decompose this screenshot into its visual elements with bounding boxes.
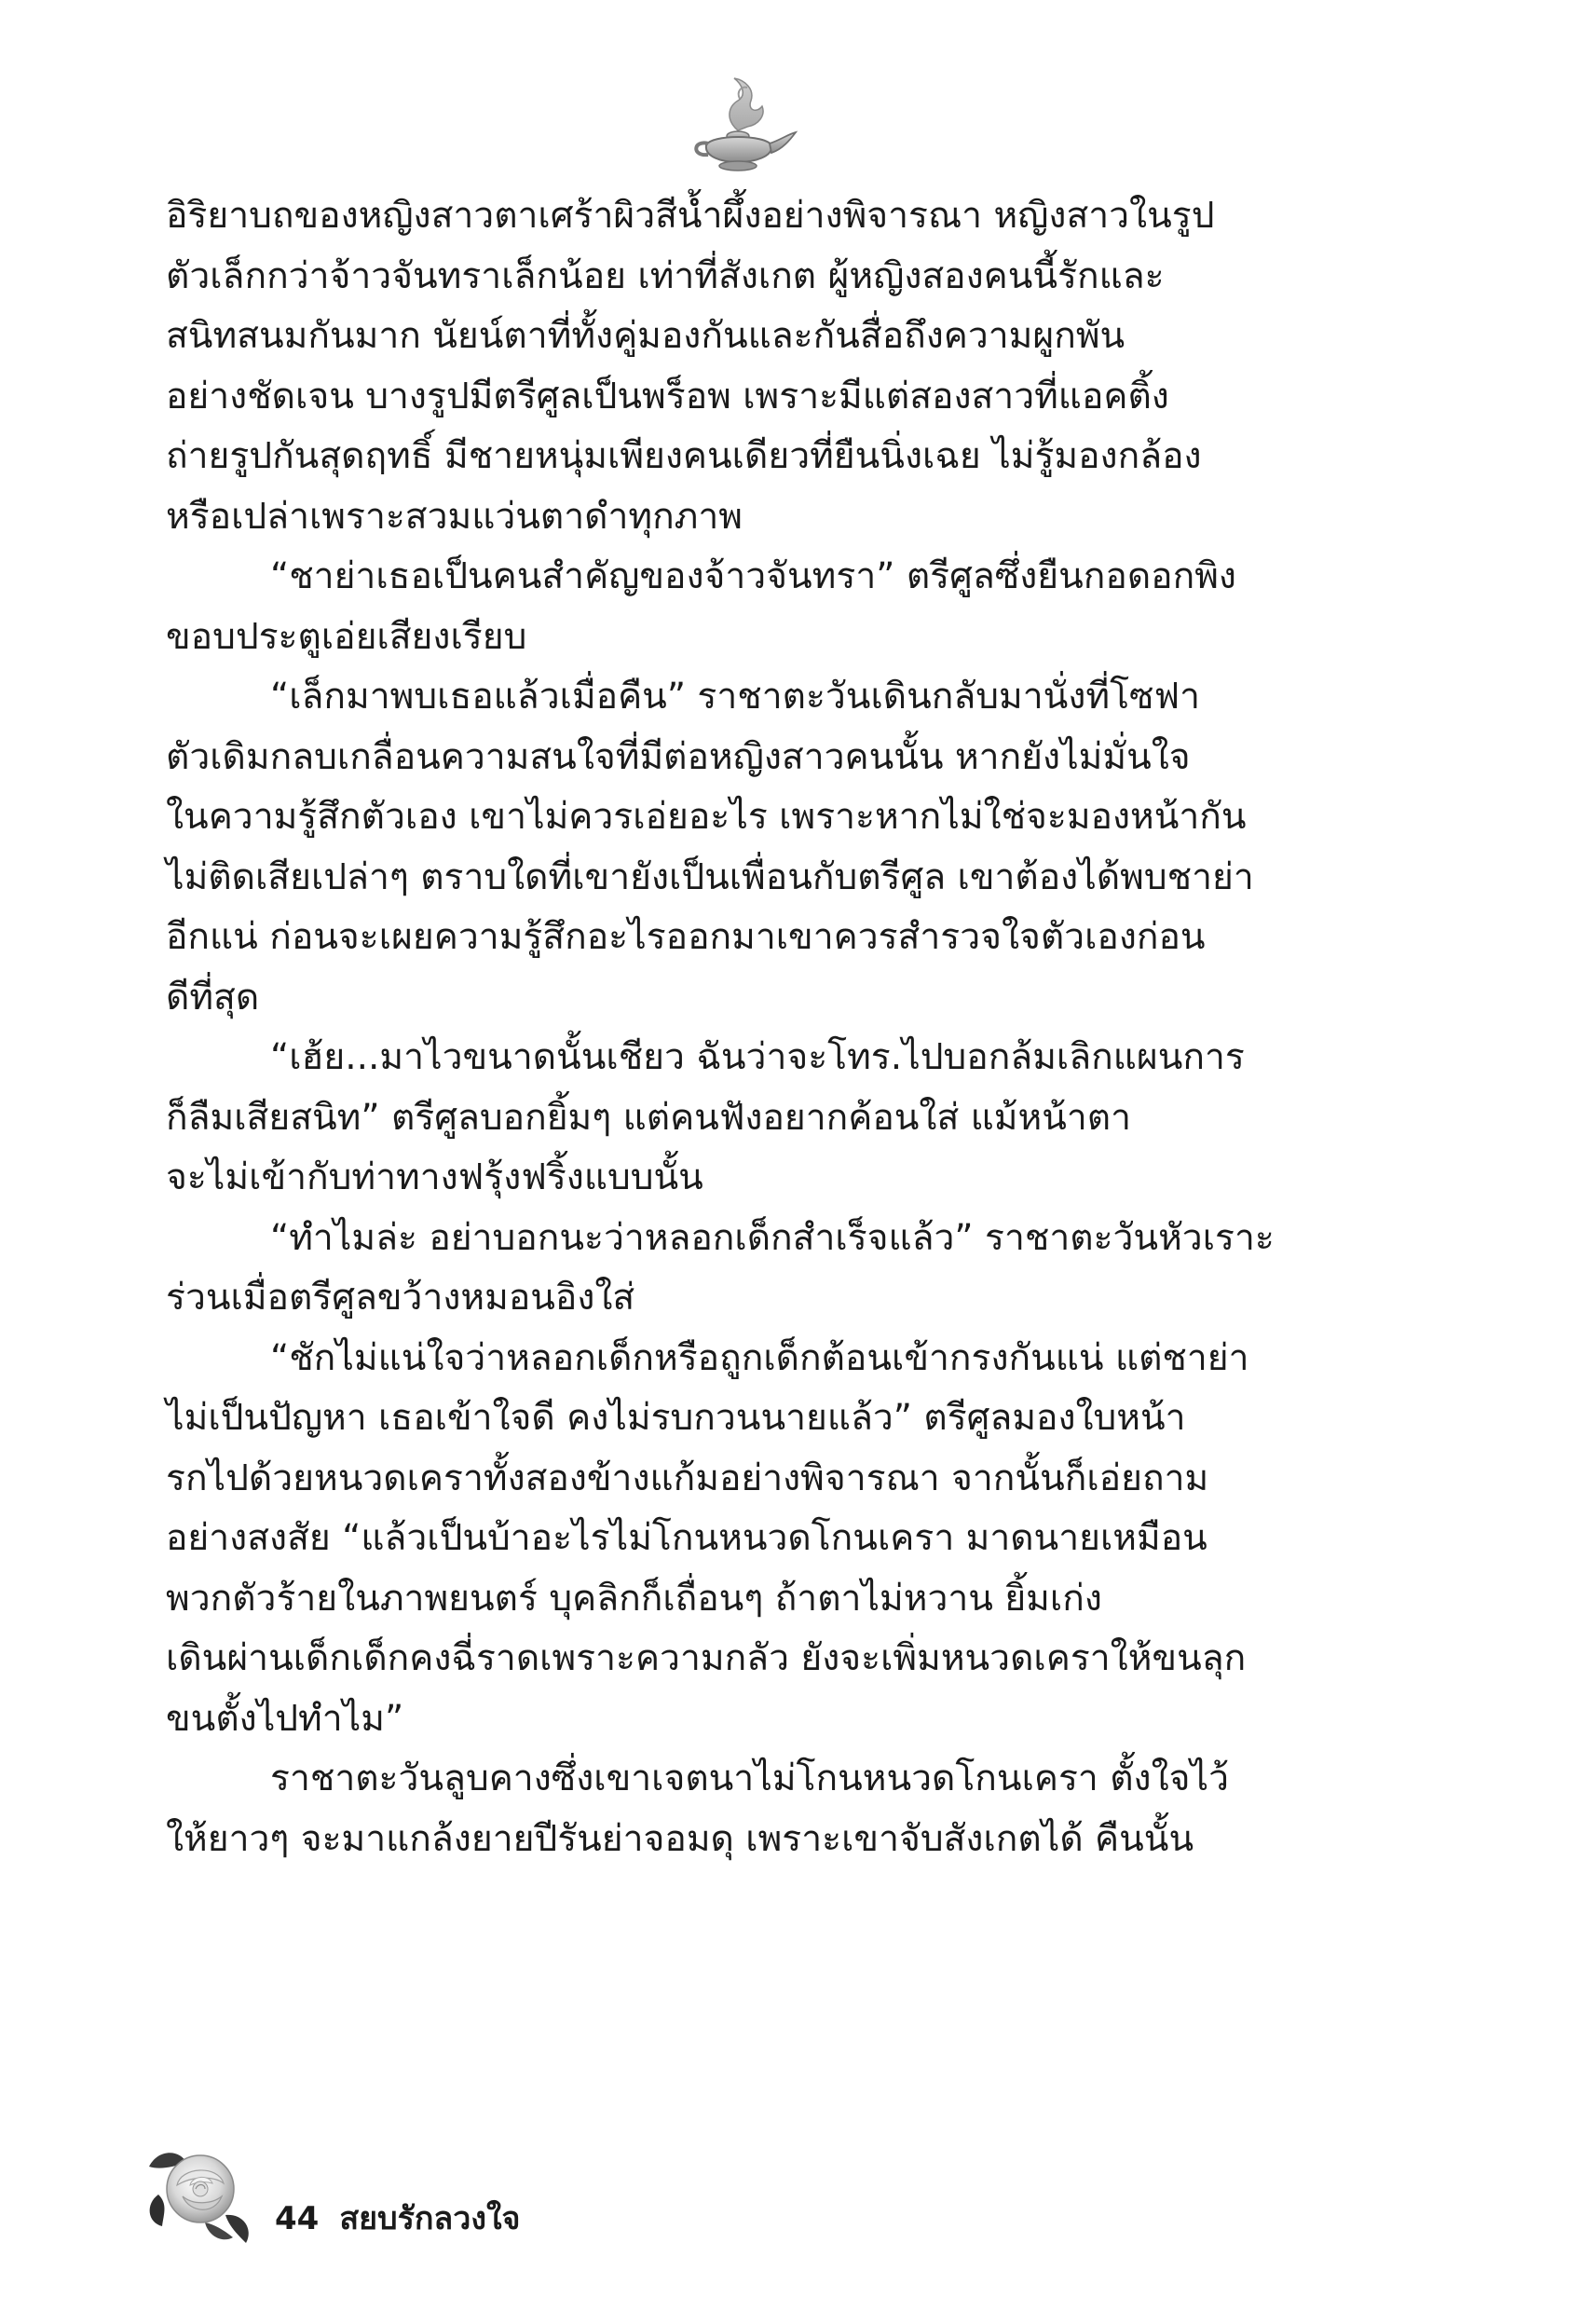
paragraph-7: ราชาตะวันลูบคางซึ่งเขาเจตนาไม่โกนหนวดโกนเครา ตั้งใจไว้ ให้ยาวๆ จะมาแกล้งยายปีรันย่าจอมดุ เพราะเขาจับสังเกตได้ คืนนั้น <box>166 1757 1230 1860</box>
body-text <box>166 186 1330 1869</box>
footer-label <box>275 2193 520 2243</box>
paragraph-1: อิริยาบถของหญิงสาวตาเศร้าผิวสีน้ำผึ้งอย่างพิจารณา หญิงสาวในรูป ตัวเล็กกว่าจ้าวจันทราเล็กน้อย เท่าที่สังเกต ผู้หญิงสองคนนี้รักและ สนิทสนมกันมาก นัยน์ตาที่ทั้งคู่มองกันและกันสื่อถึงความผูกพัน อย่างชัดเจน บางรูปมีตรีศูลเป็นพร็อพ เพราะมีแต่สองสาวที่แอคติ้ง ถ่ายรูปกันสุดฤทธิ์ มีชายหนุ่มเพียงคนเดียวที่ยืนนิ่งเฉย ไม่รู้มองกล้อง หรือเปล่าเพราะสวมแว่นตาดำทุกภาพ <box>166 195 1215 538</box>
genie-lamp-icon <box>680 65 801 177</box>
book-title: สยบรักลวงใจ <box>339 2200 521 2237</box>
rose-icon <box>140 2129 261 2250</box>
paragraph-6: “ชักไม่แน่ใจว่าหลอกเด็กหรือถูกเด็กต้อนเข้ากรงกันแน่ แต่ชาย่า ไม่เป็นปัญหา เธอเข้าใจดี คงไม่รบกวนนายแล้ว” ตรีศูลมองใบหน้า รกไปด้วยหนวดเคราทั้งสองข้างแก้มอย่างพิจารณา จากนั้นก็เอ่ยถาม อย่างสงสัย “แล้วเป็นบ้าอะไรไม่โกนหนวดโกนเครา มาดนายเหมือน พวกตัวร้ายในภาพยนตร์ บุคลิกก็เถื่อนๆ ถ้าตาไม่หวาน ยิ้มเก่ง เดินผ่านเด็กเด็กคงฉี่ราดเพราะความกลัว ยังจะเพิ่มหนวดเคราให้ขนลุก ขนตั้งไปทำไม” <box>166 1336 1249 1740</box>
paragraph-5: “ทำไมล่ะ อย่าบอกนะว่าหลอกเด็กสำเร็จแล้ว” ราชาตะวันหัวเราะ ร่วนเมื่อตรีศูลขว้างหมอนอิงใส่ <box>166 1216 1275 1319</box>
paragraph-2: “ชาย่าเธอเป็นคนสำคัญของจ้าวจันทรา” ตรีศูลซึ่งยืนกอดอกพิง ขอบประตูเอ่ยเสียงเรียบ <box>166 555 1236 658</box>
paragraph-4: “เฮ้ย...มาไวขนาดนั้นเชียว ฉันว่าจะโทร.ไปบอกล้มเลิกแผนการ ก็ลืมเสียสนิท” ตรีศูลบอกยิ้มๆ แต่คนฟังอยากค้อนใส่ แม้หน้าตา จะไม่เข้ากับท่าทางฟรุ้งฟริ้งแบบนั้น <box>166 1036 1245 1198</box>
page-footer <box>140 2129 699 2250</box>
page-number: 44 <box>275 2200 320 2237</box>
paragraph-3: “เล็กมาพบเธอแล้วเมื่อคืน” ราชาตะวันเดินกลับมานั่งที่โซฟา ตัวเดิมกลบเกลื่อนความสนใจที่มีต่อหญิงสาวคนนั้น หากยังไม่มั่นใจ ในความรู้สึกตัวเอง เขาไม่ควรเอ่ยอะไร เพราะหากไม่ใช่จะมองหน้ากัน ไม่ติดเสียเปล่าๆ ตราบใดที่เขายังเป็นเพื่อนกับตรีศูล เขาต้องได้พบชาย่า อีกแน่ ก่อนจะเผยความรู้สึกอะไรออกมาเขาควรสำรวจใจตัวเองก่อน ดีที่สุด <box>166 676 1254 1019</box>
